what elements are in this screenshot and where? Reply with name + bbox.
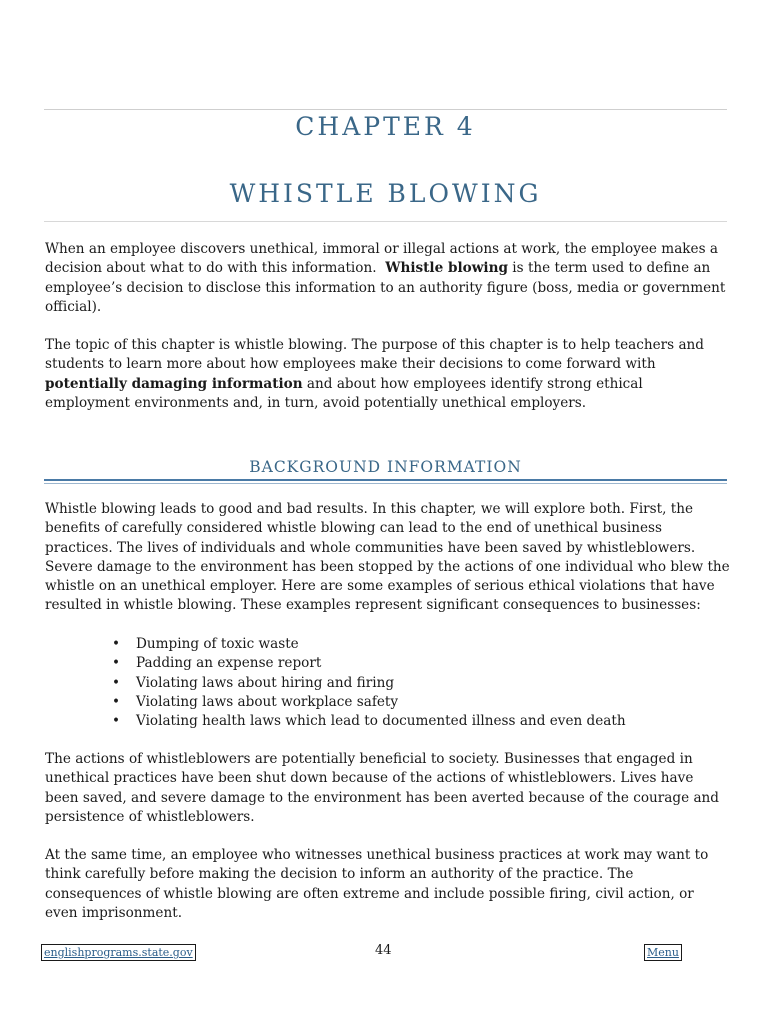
section-divider-thin [44,483,727,484]
list-item: • Dumping of toxic waste [108,635,626,654]
intro-text-2a: The topic of this chapter is whistle blowing. The purpose of this chapter is to help teachers and students to learn more about how employees make their decisions to come forward with [45,337,705,373]
intro-bold-phrase: potentially damaging information [45,375,303,392]
intro-paragraph-1 [45,240,730,317]
list-item: • Violating laws about hiring and firing [108,674,626,693]
top-divider [44,109,727,110]
intro-text-1b: is the term used to define an employee’s decision to disclose this information to an authority figure (boss, media or government official). [45,260,726,315]
menu-link[interactable]: Menu [644,944,682,961]
section-heading: BACKGROUND INFORMATION [249,458,522,476]
chapter-title: WHISTLE BLOWING [229,179,542,208]
list-item: • Violating laws about workplace safety [108,693,626,712]
intro-bold-term: Whistle blowing [385,260,508,277]
intro-text-1a: When an employee discovers unethical, immoral or illegal actions at work, the employee makes a decision about what to do with this information. [45,241,718,277]
background-paragraph-2: The actions of whistleblowers are potentially beneficial to society. Businesses that engaged in unethical practices have been shut down because of the actions of whistleblowers. Lives have been saved, and severe damage to the environment has been averted because of the courage and persistence of whistleblowers. [45,751,720,825]
violations-list [108,635,626,731]
site-link[interactable]: englishprograms.state.gov [41,944,196,961]
intro-paragraph-2 [45,336,730,413]
list-item: • Padding an expense report [108,654,626,673]
section-divider [44,479,727,481]
chapter-number: CHAPTER 4 [295,112,476,141]
background-paragraph-3: At the same time, an employee who witnesses unethical business practices at work may want to think carefully before making the decision to inform an authority of the practice. The consequences of whistle blowing are often extreme and include possible firing, civil action, or even imprisonment. [45,847,709,921]
page-number: 44 [375,943,392,958]
list-item: • Violating health laws which lead to documented illness and even death [108,712,626,731]
background-paragraph-1: Whistle blowing leads to good and bad results. In this chapter, we will explore both. First, the benefits of carefully considered whistle blowing can lead to the end of unethical business practices. The lives of individuals and whole communities have been saved by whistleblowers. Severe damage to the environment has been stopped by the actions of one individual who blew the whistle on an unethical employer. Here are some examples of serious ethical violations that have resulted in whistle blowing. These examples represent significant consequences to businesses: [45,501,730,614]
intro-text-2b: and about how employees identify strong ethical employment environments and, in turn, avoid potentially unethical employers. [45,375,643,411]
title-divider [44,221,727,222]
